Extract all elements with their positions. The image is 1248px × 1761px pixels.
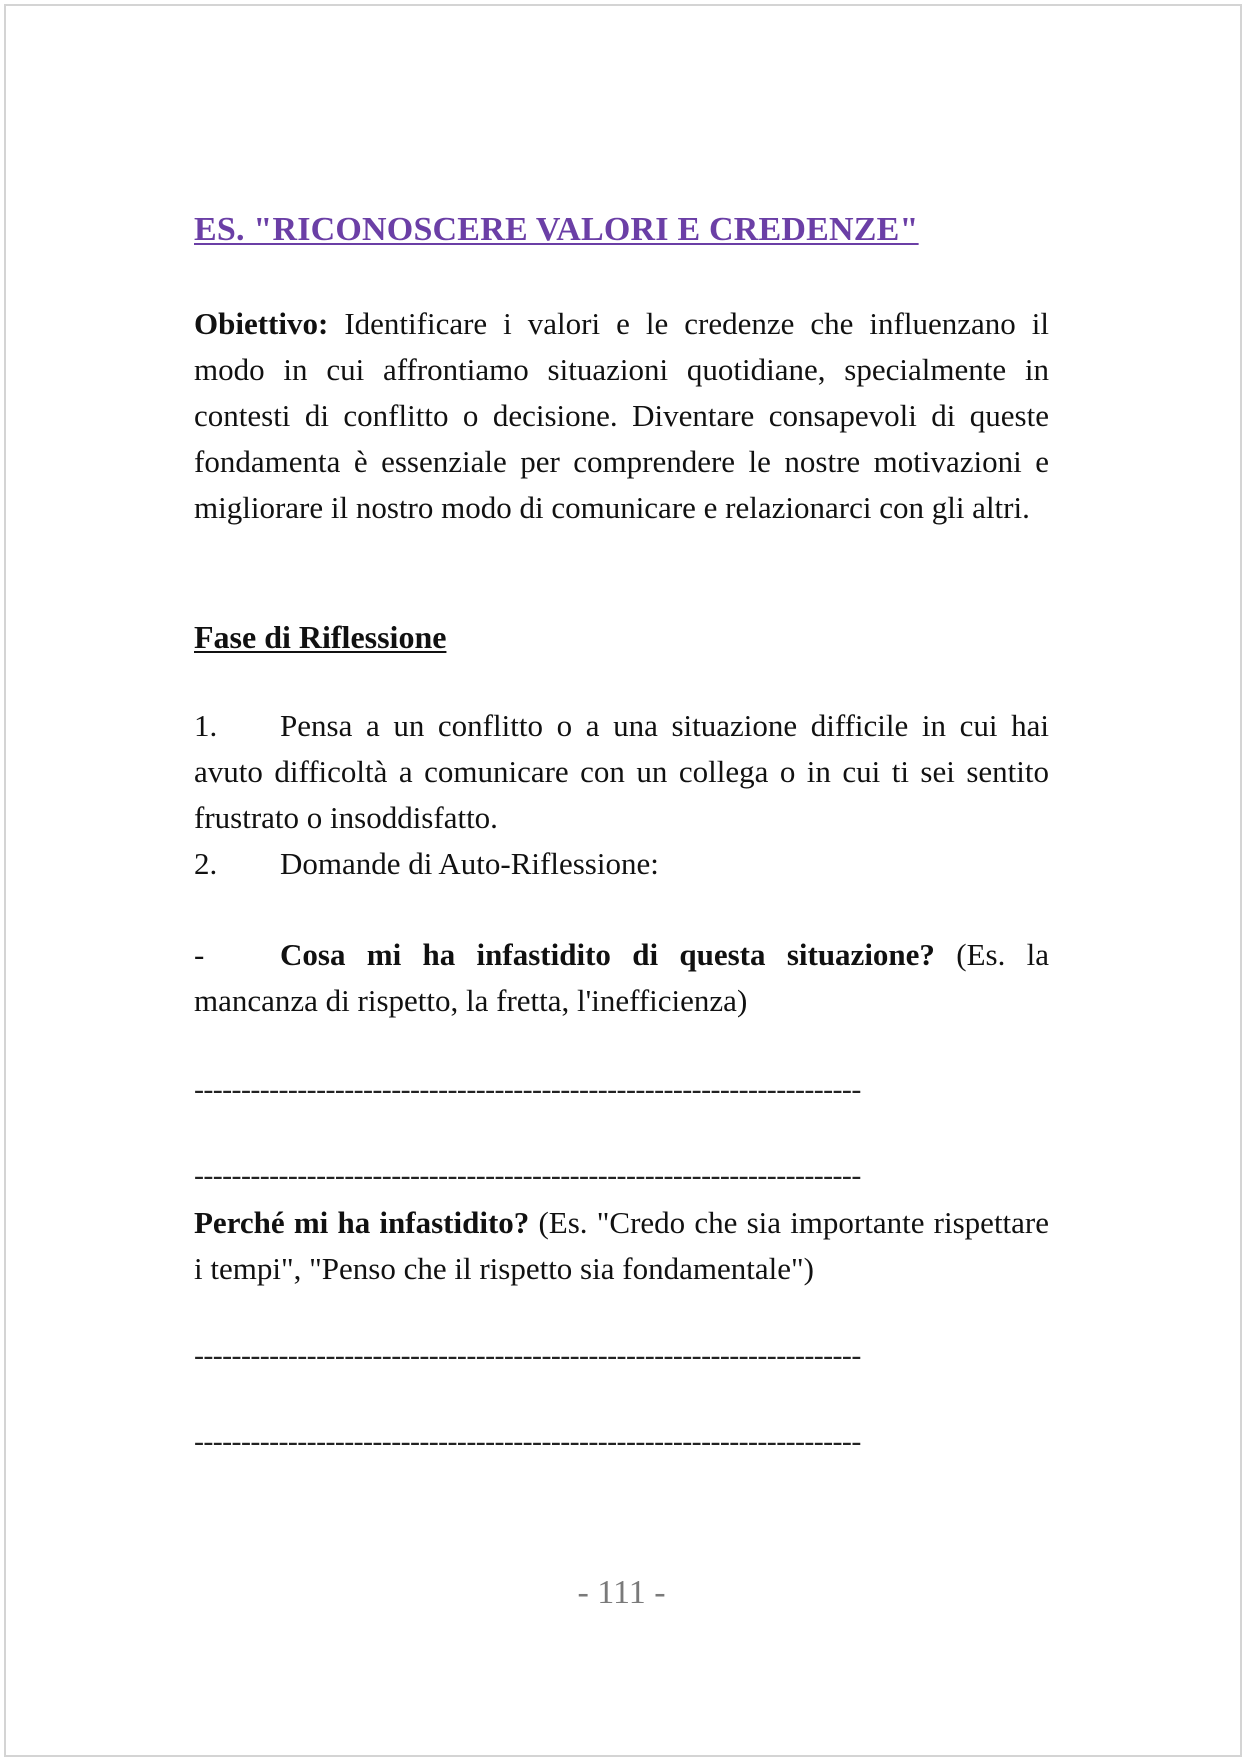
list-item-text: Domande di Auto-Riflessione:: [280, 846, 659, 881]
list-item-text: Pensa a un conflitto o a una situazione difficile in cui hai avuto difficoltà a comunicare con un collega o in cui ti sei sentito frustrato o insoddisfatto.: [194, 708, 1049, 835]
list-item: [194, 841, 1049, 887]
answer-line: -----------------------------------------------------------------------: [194, 1339, 861, 1372]
question-item: [194, 932, 1049, 1024]
answer-line: -----------------------------------------------------------------------: [194, 1073, 861, 1106]
list-marker: 2.: [194, 846, 218, 881]
objective-label: Obiettivo:: [194, 306, 329, 341]
question-marker: -: [194, 937, 205, 972]
exercise-title: ES. "RICONOSCERE VALORI E CREDENZE": [194, 211, 919, 248]
answer-line: -----------------------------------------------------------------------: [194, 1159, 861, 1192]
answer-line: -----------------------------------------------------------------------: [194, 1425, 861, 1458]
document-page: [4, 4, 1242, 1757]
objective-paragraph: [194, 301, 1049, 531]
list-item: [194, 703, 1049, 841]
list-marker: 1.: [194, 708, 218, 743]
question-text: Perché mi ha infastidito?: [194, 1205, 530, 1240]
question-example: (Es. "Credo che sia importante rispettare i tempi", "Penso che il rispetto sia fondamentale"): [194, 1205, 1050, 1286]
section-heading: Fase di Riflessione: [194, 619, 447, 655]
question-text: Cosa mi ha infastidito di questa situazione?: [280, 937, 935, 972]
page-number: - 111 -: [577, 1574, 666, 1611]
question-example: (Es. la mancanza di rispetto, la fretta, l'inefficienza): [194, 937, 1049, 1018]
objective-text: Identificare i valori e le credenze che influenzano il modo in cui affrontiamo situazioni quotidiane, specialmente in contesti di conflitto o decisione. Diventare consapevoli di queste fondamenta è essenziale per comprendere le nostre motivazioni e migliorare il nostro modo di comunicare e relazionarci con gli altri.: [194, 306, 1049, 525]
question-item: [194, 1200, 1049, 1292]
